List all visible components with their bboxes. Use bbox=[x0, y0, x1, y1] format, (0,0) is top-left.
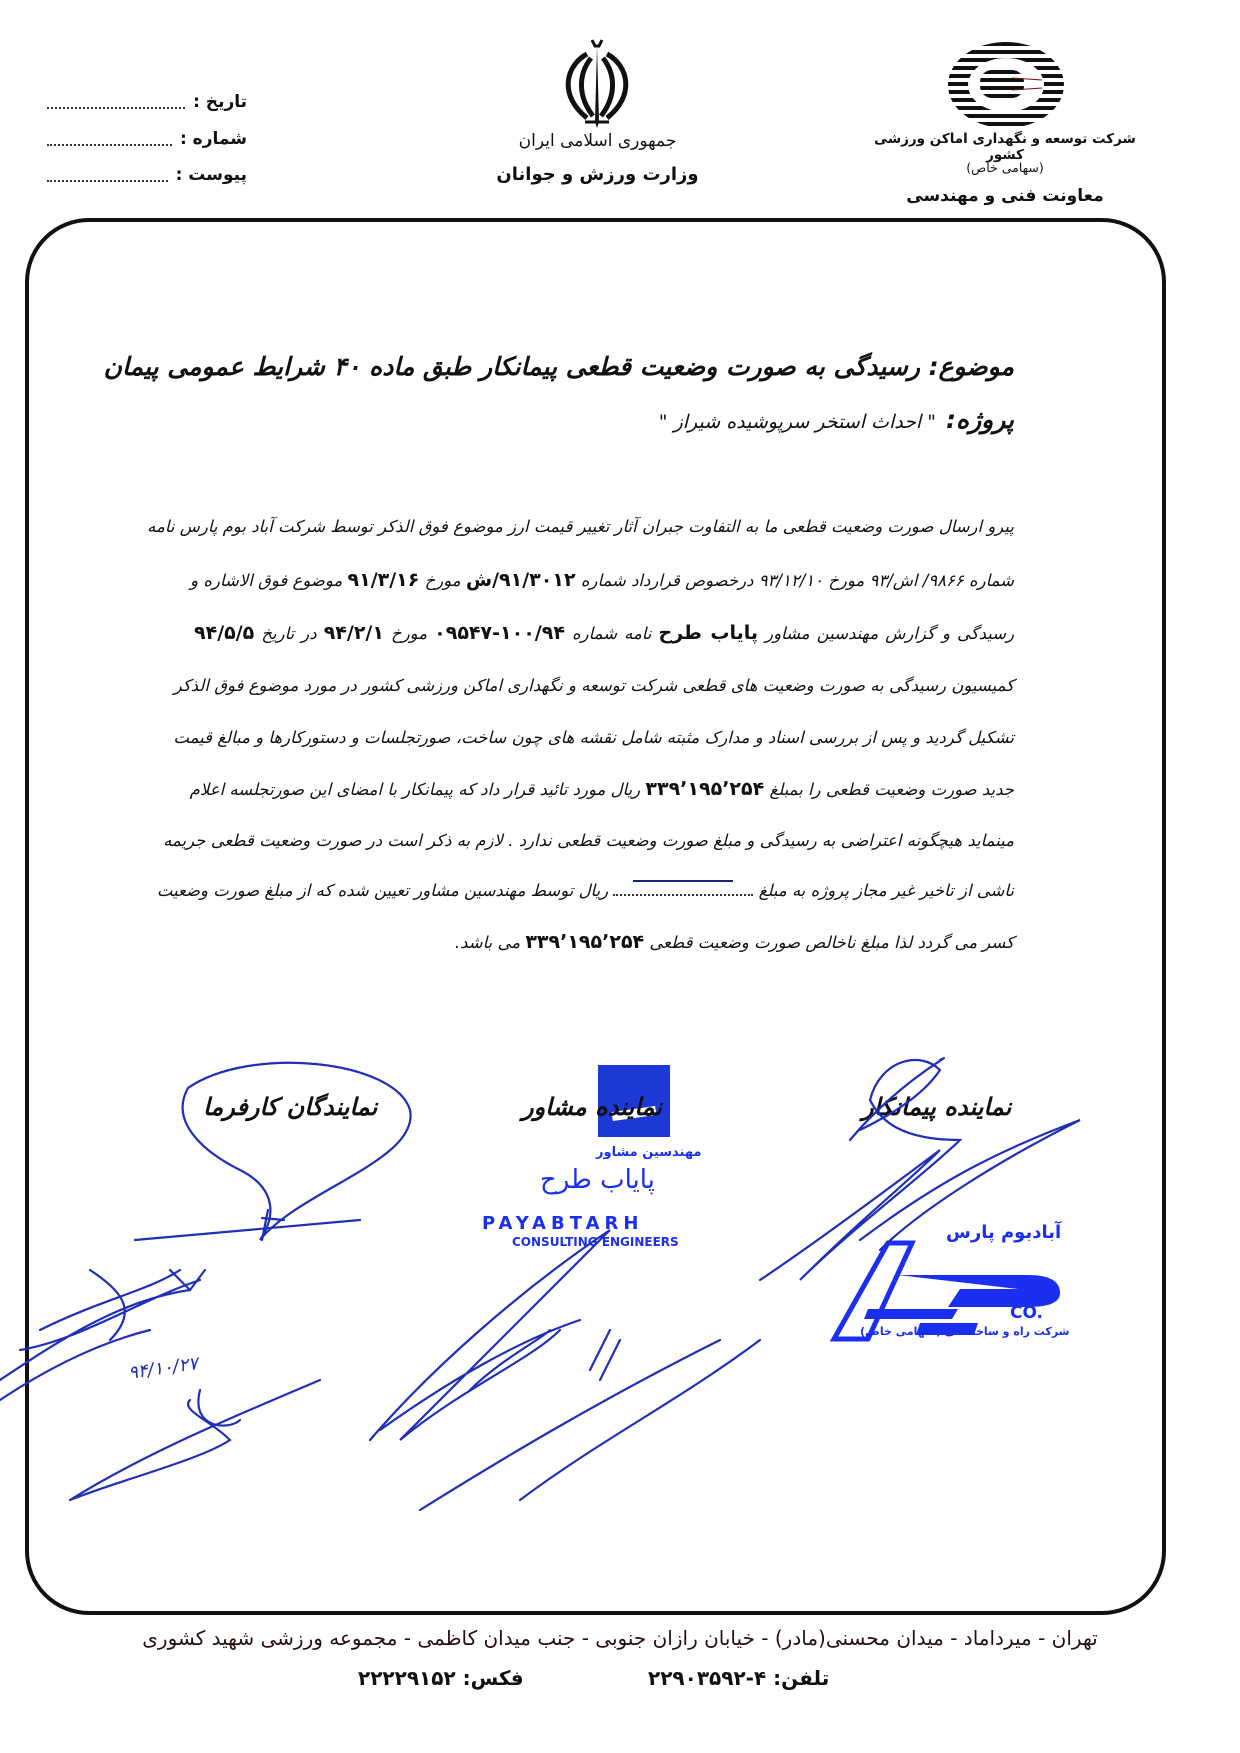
consultant-stamp-line3: PAYABTARH bbox=[482, 1213, 644, 1234]
department-name: معاونت فنی و مهندسی bbox=[906, 186, 1104, 206]
text-approval: ریال مورد تائید قرار داد که پیمانکار با امضای این صورتجلسه اعلام bbox=[189, 780, 641, 799]
attachment-field bbox=[47, 163, 247, 187]
consultant-stamp-line1: مهندسین مشاور bbox=[596, 1145, 702, 1160]
project-label: پروژه: bbox=[946, 405, 1014, 434]
subject-heading: موضوع: رسیدگی به صورت وضعیت قطعی پیمانکار طبق ماده ۴۰ شرایط عمومی پیمان bbox=[103, 352, 1014, 381]
company-name: شرکت توسعه و نگهداری اماکن ورزشی کشور bbox=[874, 131, 1136, 163]
penalty-amount-blank bbox=[613, 884, 753, 896]
company-type: (سهامی خاص) bbox=[966, 160, 1044, 175]
text-gross-amount: کسر می گردد لذا مبلغ ناخالص صورت وضعیت قطعی bbox=[649, 933, 1014, 952]
fax-number: ۲۲۲۲۹۱۵۲ bbox=[358, 1666, 456, 1690]
consultant-name: پایاب طرح bbox=[658, 622, 759, 644]
text-delay-penalty: ناشی از تاخیر غیر مجاز پروژه به مبلغ bbox=[758, 881, 1014, 900]
approved-amount: ۳۳۹٬۱۹۵٬۲۵۴ bbox=[645, 778, 765, 800]
text-penalty-determined: ریال توسط مهندسین مشاور تعیین شده که از مبلغ صورت وضعیت bbox=[156, 881, 609, 900]
body-line-4: کمیسیون رسیدگی به صورت وضعیت های قطعی شرکت توسعه و نگهداری اماکن ورزشی کشور در مورد موضوع فوق الذکر bbox=[173, 676, 1014, 695]
contractor-rep-title: نماینده پیمانکار bbox=[862, 1093, 1012, 1121]
project-name: " احداث استخر سرپوشیده شیراز " bbox=[658, 411, 936, 433]
contract-date: ۹۱/۳/۱۶ bbox=[347, 569, 420, 591]
body-line-1: پیرو ارسال صورت وضعیت قطعی ما به التفاوت جبران آثار تغییر قیمت ارز موضوع فوق الذکر توسط شرکت آباد بوم پارس نامه bbox=[147, 517, 1014, 536]
body-line-8 bbox=[156, 879, 1014, 903]
iran-emblem-logo bbox=[547, 36, 647, 128]
date-label: تاریخ : bbox=[193, 92, 247, 112]
consultant-stamp-line4: CONSULTING ENGINEERS bbox=[512, 1235, 679, 1249]
contract-number: ۹۱/۳۰۱۲/ش bbox=[465, 569, 576, 591]
commission-date: ۹۴/۵/۵ bbox=[194, 622, 255, 644]
body-line-6 bbox=[189, 777, 1014, 802]
text-letter-number: نامه شماره bbox=[572, 624, 652, 643]
employer-signature-date: ۹۴/۱۰/۲۷ bbox=[126, 1353, 200, 1384]
body-line-7: مینماید هیچگونه اعتراضی به رسیدگی و مبلغ صورت وضعیت قطعی ندارد . لازم به ذکر است در صورت وضعیت قطعی جریمه bbox=[163, 831, 1014, 850]
consultant-rep-title: نماینده مشاور bbox=[522, 1093, 663, 1121]
employer-signature-2 bbox=[0, 1270, 205, 1380]
employer-signature-3 bbox=[70, 1380, 320, 1500]
footer-address: تهران - میرداماد - میدان محسنی(مادر) - خیابان رازان جنوبی - جنب میدان کاظمی - مجموعه ورزشی شهید کشوری bbox=[142, 1626, 1098, 1650]
letter-ref: شماره ۹۸۶۶/ اش/۹۳ مورخ ۹۳/۱۲/۱۰ درخصوص قرارداد شماره bbox=[580, 571, 1014, 590]
attachment-label: پیوست : bbox=[175, 165, 247, 185]
employer-rep-title: نمایندگان کارفرما bbox=[203, 1093, 378, 1121]
date-field bbox=[47, 90, 247, 114]
text-dated: مورخ bbox=[424, 571, 461, 590]
body-line-9 bbox=[455, 930, 1014, 955]
company-logo bbox=[946, 40, 1066, 128]
text-subject-ref: موضوع فوق الاشاره و bbox=[190, 571, 343, 590]
fax-label: فکس: bbox=[462, 1666, 524, 1690]
attachment-blank bbox=[47, 168, 168, 182]
phone-label: تلفن: bbox=[773, 1666, 830, 1690]
contractor-stamp-co: CO. bbox=[1010, 1303, 1044, 1323]
contractor-signature bbox=[760, 1058, 1080, 1280]
text-final-statement: جدید صورت وضعیت قطعی را بمبلغ bbox=[769, 780, 1014, 799]
contractor-stamp-line2: شرکت راه و ساختمانی (سهامی خاص) bbox=[860, 1325, 1070, 1338]
phone-number: ۴-۲۲۹۰۳۵۹۲ bbox=[648, 1666, 767, 1690]
republic-name: جمهوری اسلامی ایران bbox=[518, 131, 677, 151]
number-field bbox=[47, 127, 247, 151]
handwritten-signatures bbox=[0, 1040, 1240, 1560]
consultant-letter-number: ۱۰۰/۹۴-۰۹۵۴۷ bbox=[434, 622, 565, 644]
body-line-3 bbox=[194, 621, 1014, 646]
project-line bbox=[659, 405, 1014, 434]
date-blank bbox=[47, 95, 185, 109]
contractor-stamp-name: آبادبوم پارس bbox=[946, 1222, 1062, 1243]
gross-amount: ۳۳۹٬۱۹۵٬۲۵۴ bbox=[525, 931, 645, 953]
employer-signature-1 bbox=[183, 1063, 411, 1240]
footer-fax bbox=[358, 1666, 524, 1690]
body-line-5: تشکیل گردید و پس از بررسی اسناد و مدارک مثبته شامل نقشه های چون ساخت، صورتجلسات و دستورکارها و مبالغ قیمت bbox=[173, 728, 1014, 747]
text-consultant-report: رسیدگی و گزارش مهندسین مشاور bbox=[765, 624, 1015, 643]
consultant-signature bbox=[370, 1230, 760, 1510]
consultant-letter-date: ۹۴/۲/۱ bbox=[323, 622, 384, 644]
body-line-2 bbox=[190, 568, 1014, 593]
number-label: شماره : bbox=[179, 129, 247, 149]
ministry-name: وزارت ورزش و جوانان bbox=[496, 164, 699, 185]
text-is: می باشد. bbox=[454, 933, 521, 952]
text-dated: مورخ bbox=[391, 624, 428, 643]
text-on-date: در تاریخ bbox=[261, 624, 317, 643]
consultant-stamp-line2: پایاب طرح bbox=[540, 1165, 655, 1195]
footer-phone bbox=[648, 1666, 829, 1690]
number-blank bbox=[47, 132, 172, 146]
